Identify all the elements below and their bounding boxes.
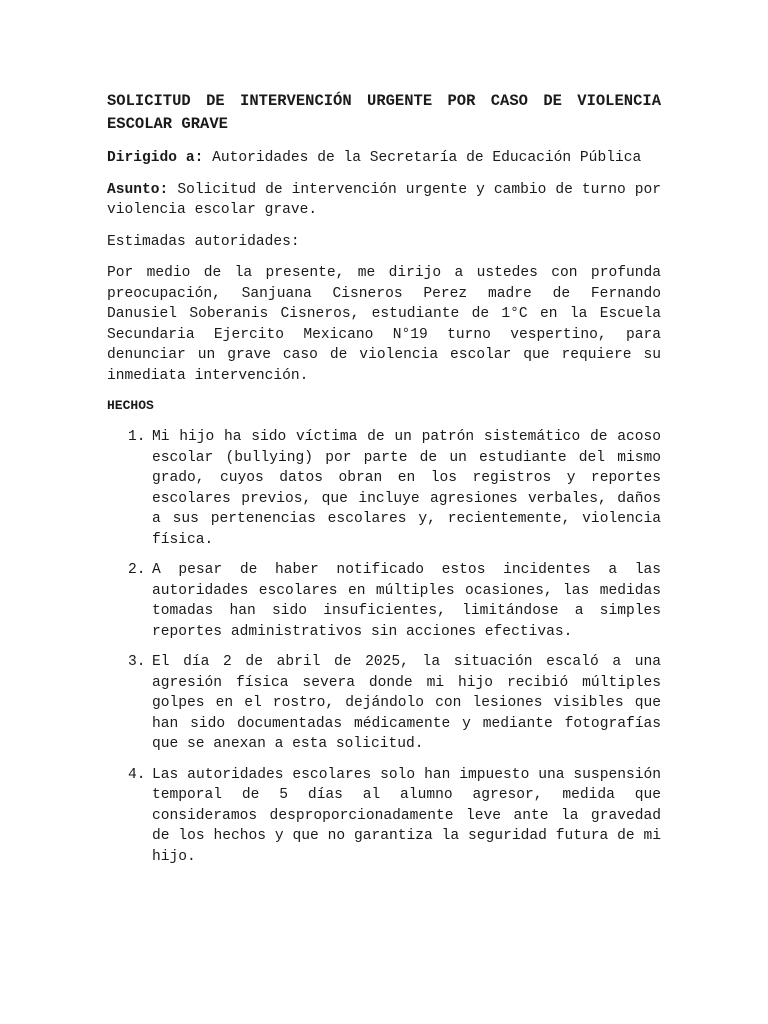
list-item <box>107 765 661 868</box>
list-item-text: A pesar de haber notificado estos incidentes a las autoridades escolares en múltiples ocasiones, las medidas tomadas han sido insuficientes, limitándose a simples reportes administrativos sin acciones efectivas. <box>152 562 661 640</box>
facts-heading: HECHOS <box>107 398 154 413</box>
subject-label: Asunto: <box>107 181 169 198</box>
facts-list <box>107 427 661 867</box>
list-item-number: 1. <box>128 429 146 445</box>
list-item-text: Mi hijo ha sido víctima de un patrón sistemático de acoso escolar (bullying) por parte de un estudiante del mismo grado, cuyos datos obran en los registros y reportes escolares previos, que incluye agresiones verbales, daños a sus pertenencias escolares y, recientemente, violencia física. <box>152 429 661 548</box>
document-title: SOLICITUD DE INTERVENCIÓN URGENTE POR CASO DE VIOLENCIA ESCOLAR GRAVE <box>107 92 661 133</box>
addressee-label: Dirigido a: <box>107 150 204 166</box>
addressee-value: Autoridades de la Secretaría de Educación Pública <box>203 150 642 166</box>
subject-line <box>107 180 661 221</box>
addressee-line <box>107 148 661 169</box>
list-item <box>107 560 661 642</box>
document-page <box>107 90 661 877</box>
greeting: Estimadas autoridades: <box>107 233 300 250</box>
list-item-text: El día 2 de abril de 2025, la situación escaló a una agresión física severa donde mi hijo recibió múltiples golpes en el rostro, dejándolo con lesiones visibles que han sido documentadas médicamente y mediante fotografías que se anexan a esta solicitud. <box>152 654 661 752</box>
list-item-text: Las autoridades escolares solo han impuesto una suspensión temporal de 5 días al alumno agresor, medida que consideramos desproporcionadamente leve ante la gravedad de los hechos y que no garantiza la seguridad futura de mi hijo. <box>152 766 661 865</box>
list-item <box>107 652 661 755</box>
list-item-number: 4. <box>128 766 146 783</box>
list-item <box>107 427 661 550</box>
list-item-number: 3. <box>128 654 146 670</box>
intro-paragraph: Por medio de la presente, me dirijo a ustedes con profunda preocupación, Sanjuana Cisneros Perez madre de Fernando Danusiel Soberanis Cisneros, estudiante de 1°C en la Escuela Secundaria Ejercito Mexicano N°19 turno vespertino, para denunciar un grave caso de violencia escolar que requiere su inmediata intervención. <box>107 265 661 384</box>
list-item-number: 2. <box>128 562 146 578</box>
subject-value: Solicitud de intervención urgente y cambio de turno por violencia escolar grave. <box>107 181 661 218</box>
